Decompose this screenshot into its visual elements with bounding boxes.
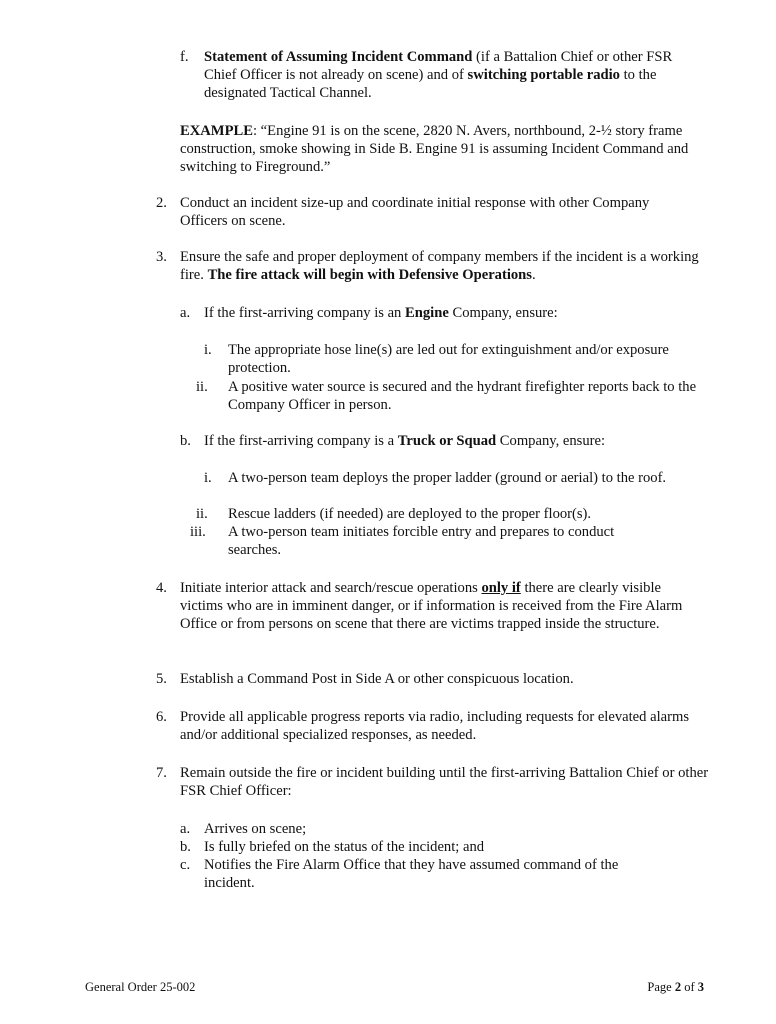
item-label: ii. xyxy=(196,379,208,395)
item-text: A two-person team deploys the proper ladder (ground or aerial) to the roof. xyxy=(228,470,667,486)
bold-phrase: switching portable radio xyxy=(467,67,620,83)
example-label: EXAMPLE xyxy=(180,123,253,139)
item-text: Is fully briefed on the status of the incident; and xyxy=(204,839,485,855)
item-label: a. xyxy=(180,821,191,837)
item-label: 5. xyxy=(156,671,167,687)
item-label: b. xyxy=(180,433,191,449)
current-page: 2 xyxy=(674,980,682,994)
item-text: Statement of Assuming Incident Command (if a Battalion Chief or other FSR Chief Officer is not already on scene) and of switching portable radio to the designated Tactical Channel. xyxy=(204,49,673,101)
item-text: A two-person team initiates forcible entry and prepares to conduct searches. xyxy=(228,524,615,558)
item-text: Establish a Command Post in Side A or other conspicuous location. xyxy=(180,671,574,687)
item-label: b. xyxy=(180,839,191,855)
footer-document-id: General Order 25-002 xyxy=(85,980,196,994)
item-text: Ensure the safe and proper deployment of company members if the incident is a working fire. The fire attack will begin with Defensive Operations. xyxy=(180,249,699,283)
item-label: 6. xyxy=(156,709,167,725)
item-text: Rescue ladders (if needed) are deployed to the proper floor(s). xyxy=(228,506,592,522)
item-label: ii. xyxy=(196,506,208,522)
item-label: 2. xyxy=(156,195,167,211)
item-text: The appropriate hose line(s) are led out for extinguishment and/or exposure protection. xyxy=(228,342,669,376)
item-label: a. xyxy=(180,305,191,321)
item-label: 7. xyxy=(156,765,167,781)
bold-phrase: Engine xyxy=(405,305,449,321)
item-label: iii. xyxy=(190,524,206,540)
item-text: Conduct an incident size-up and coordinate initial response with other Company Officers on scene. xyxy=(180,195,650,229)
item-label: i. xyxy=(204,342,212,358)
item-text: A positive water source is secured and the hydrant firefighter reports back to the Company Officer in person. xyxy=(228,379,697,413)
item-label: i. xyxy=(204,470,212,486)
document-page: f. Statement of Assuming Incident Command (if a Battalion Chief or other FSR Chief Officer is not already on scene) and of switching portable radio to the designated Tactical Channel. EXAMPLE: “Engine 91 is on the scene, 2820 N. Avers, northbound, 2-½ story frame construction, smoke showing in Side B. Engine 91 is assuming Incident Command and switching to Fireground.” 2. Conduct an incident size-up and coordinate initial response with other Company Officers on scene. 3. Ensure the safe and proper deployment of company members if the incident is a working fire. The fire attack will begin with Defensive Operations. a. If the first-arriving company is an Engine Company, ensure: i. The appropriate hose line(s) are led out for extinguishment and/or exposure protection. ii. A positive water source is secured and the hydrant firefighter reports back to the Company Officer in person. b. If the first-arriving company is a Truck or Squad Company, ensure: i. A two-person team deploys the proper ladder (ground or aerial) to the roof. ii. Rescue ladders (if needed) are deployed to the proper floor(s). iii. A two-person team initiates forcible entry and prepares to conduct searches. 4. Initiate interior attack and search/rescue operations only if there are clearly visible victims who are in imminent danger, or if information is received from the Fire Alarm Office or from persons on scene that there are victims trapped inside the structure. 5. Establish a Command Post in Side A or other conspicuous location. 6. Provide all applicable progress reports via radio, including requests for elevated alarms and/or additional specialized responses, as needed. 7. Remain outside the fire or incident building until the first-arriving Battalion Chief or other FSR Chief Officer: a. Arrives on scene; b. Is fully briefed on the status of the incident; and c. Notifies the Fire Alarm Office that they have assumed command of the incident. General Order 25-002 Page 2 of 3 xyxy=(85,49,709,994)
bold-phrase: Statement of Assuming Incident Command xyxy=(204,49,473,65)
bold-underline-phrase: only if xyxy=(481,580,521,596)
item-text: If the first-arriving company is a Truck or Squad Company, ensure: xyxy=(204,433,606,449)
item-label: f. xyxy=(180,49,189,65)
item-text: Initiate interior attack and search/rescue operations only if there are clearly visible victims who are in imminent danger, or if information is received from the Fire Alarm Office or from persons on scene that there are victims trapped inside the structure. xyxy=(180,580,683,632)
item-text: Remain outside the fire or incident building until the first-arriving Battalion Chief or other FSR Chief Officer: xyxy=(180,765,709,799)
item-text: If the first-arriving company is an Engine Company, ensure: xyxy=(204,305,558,321)
item-label: c. xyxy=(180,857,191,873)
item-label: 3. xyxy=(156,249,167,265)
total-pages: 3 xyxy=(697,980,704,994)
item-text: Provide all applicable progress reports via radio, including requests for elevated alarms and/or additional specialized responses, as needed. xyxy=(180,709,689,743)
footer-page-number: Page 2 of 3 xyxy=(647,980,704,994)
item-text: Notifies the Fire Alarm Office that they have assumed command of the incident. xyxy=(204,857,619,891)
item-label: 4. xyxy=(156,580,167,596)
bold-phrase: The fire attack will begin with Defensive Operations xyxy=(207,267,532,283)
item-text: Arrives on scene; xyxy=(204,821,307,837)
bold-phrase: Truck or Squad xyxy=(397,433,497,449)
